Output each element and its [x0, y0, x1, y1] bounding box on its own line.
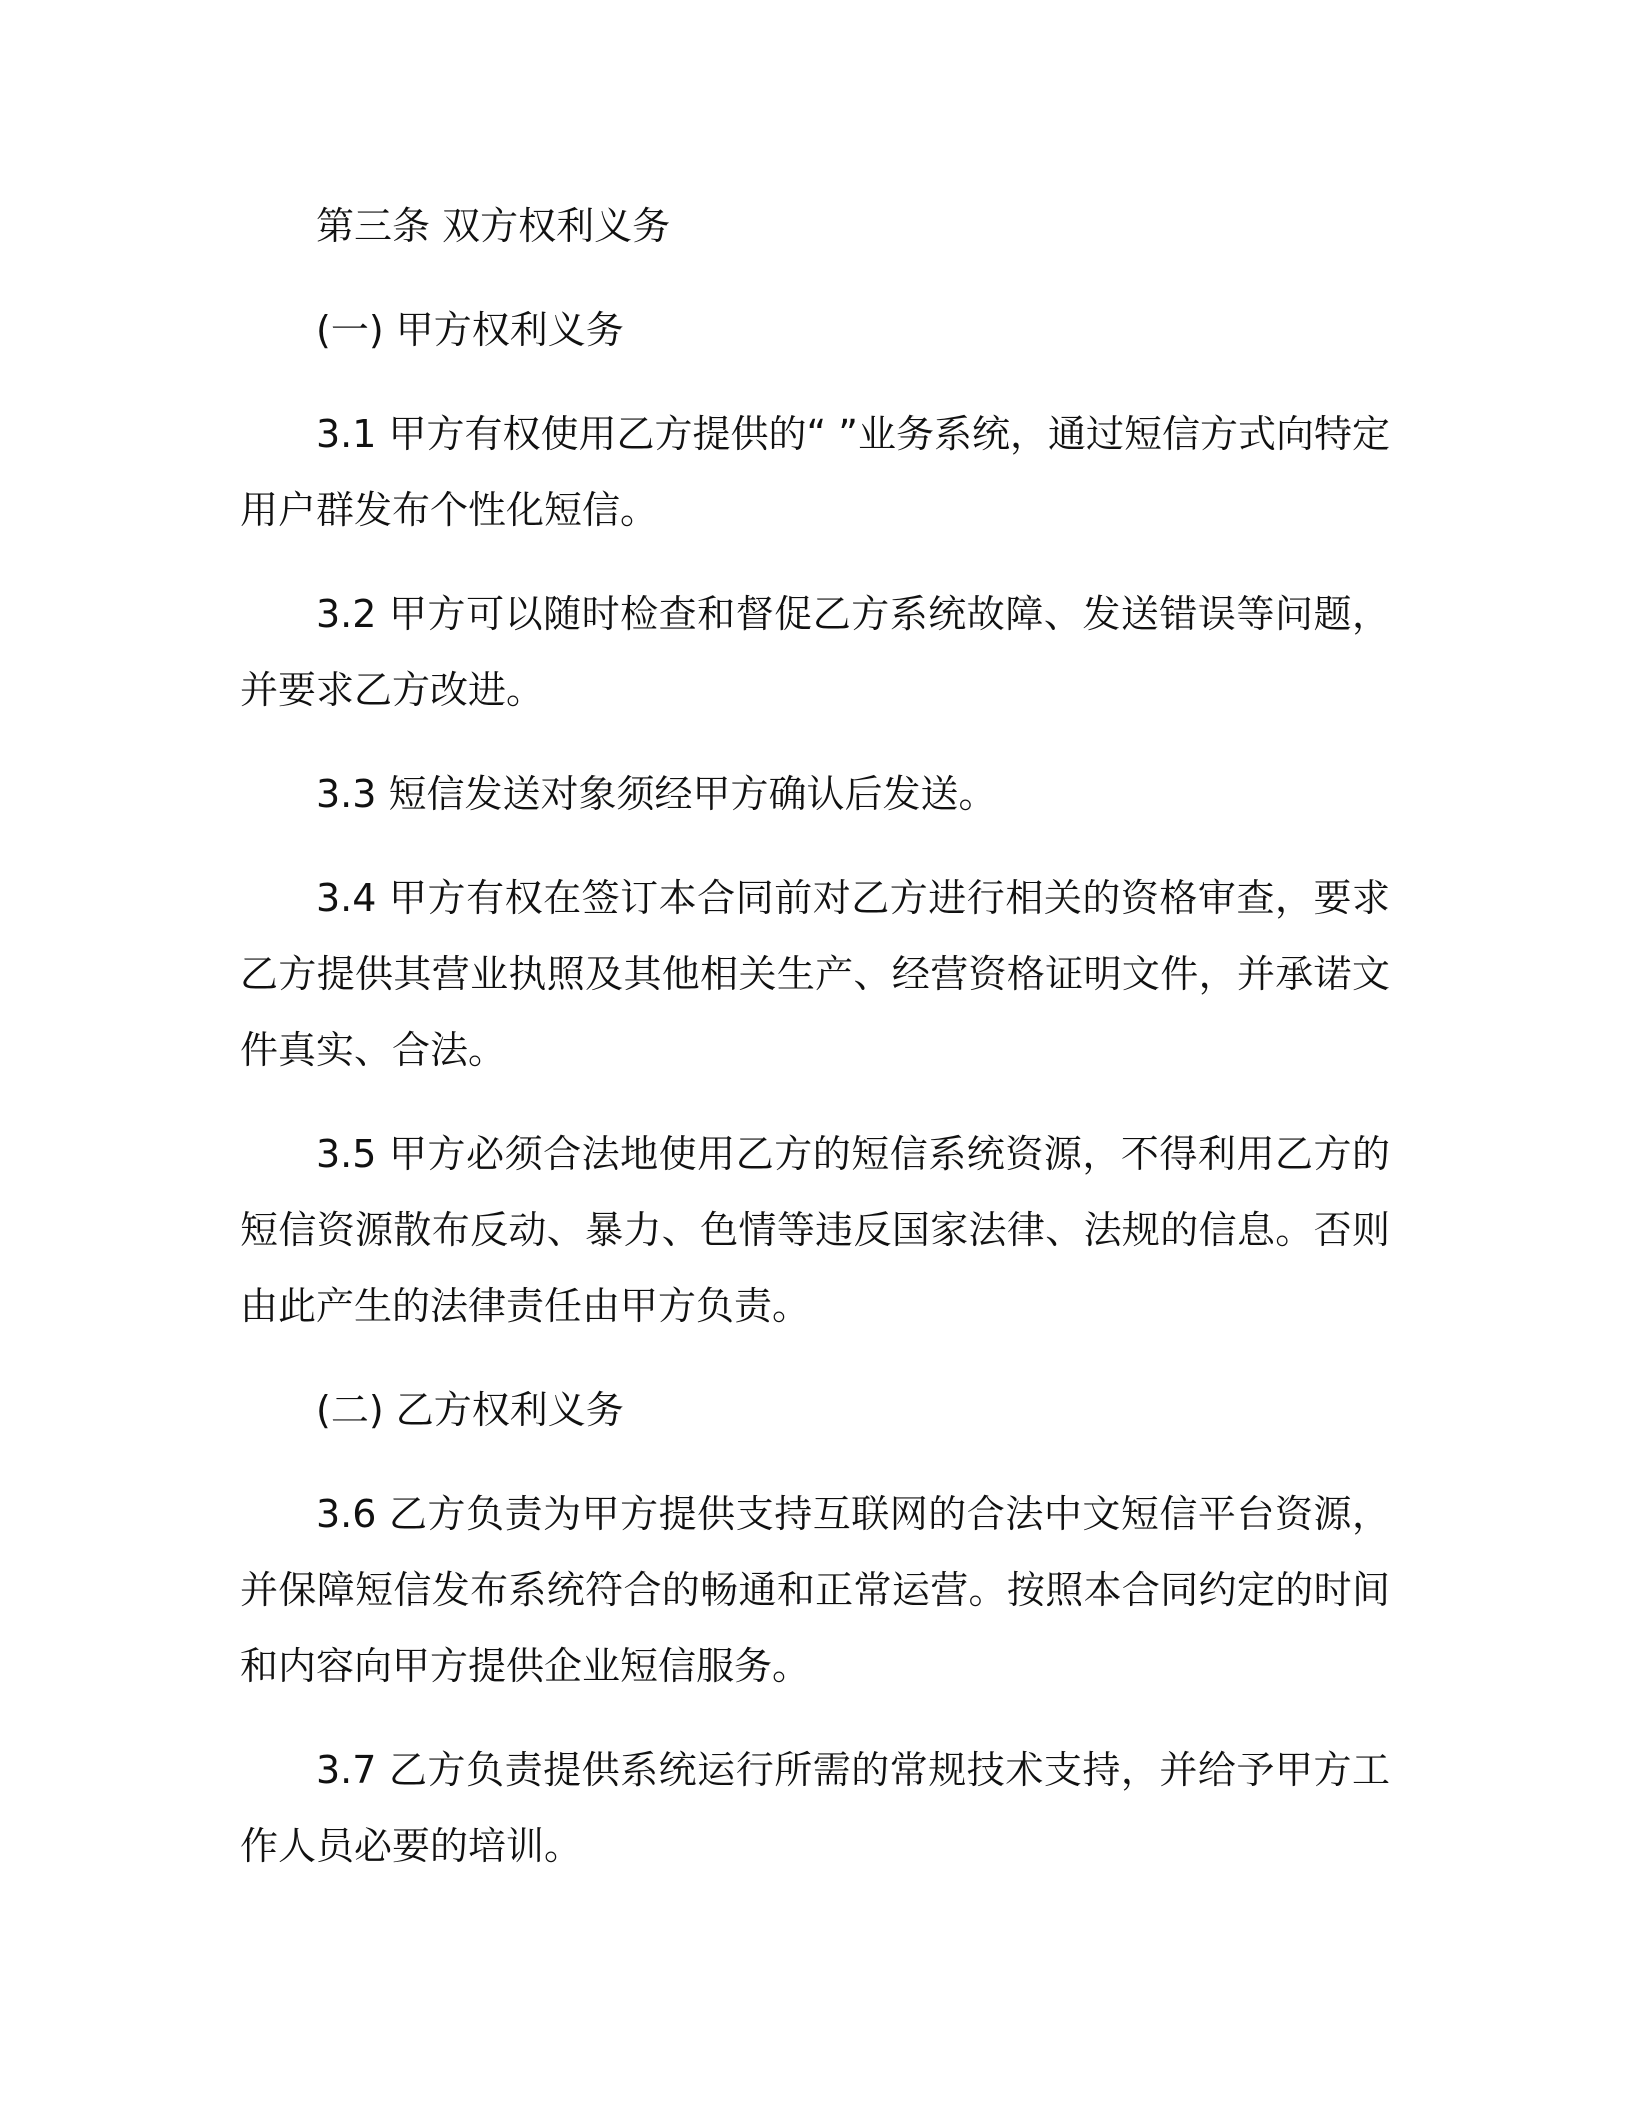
clause-3-1: 3.1 甲方有权使用乙方提供的“ ”业务系统，通过短信方式向特定用户群发布个性化短信。 [240, 412, 1390, 532]
clause-3-5: 3.5 甲方必须合法地使用乙方的短信系统资源，不得利用乙方的短信资源散布反动、暴力、色情等违反国家法律、法规的信息。否则由此产生的法律责任由甲方负责。 [240, 1132, 1390, 1328]
clause-3-4: 3.4 甲方有权在签订本合同前对乙方进行相关的资格审查，要求乙方提供其营业执照及其他相关生产、经营资格证明文件，并承诺文件真实、合法。 [240, 876, 1390, 1072]
clause-3-7: 3.7 乙方负责提供系统运行所需的常规技术支持，并给予甲方工作人员必要的培训。 [240, 1748, 1390, 1868]
party-a-heading: (一) 甲方权利义务 [316, 308, 624, 352]
clause-3-2: 3.2 甲方可以随时检查和督促乙方系统故障、发送错误等问题，并要求乙方改进。 [240, 592, 1390, 712]
document-body [240, 188, 1390, 1912]
clause-3-3: 3.3 短信发送对象须经甲方确认后发送。 [316, 772, 997, 816]
clause-3-6: 3.6 乙方负责为甲方提供支持互联网的合法中文短信平台资源，并保障短信发布系统符合的畅通和正常运营。按照本合同约定的时间和内容向甲方提供企业短信服务。 [240, 1492, 1390, 1688]
party-b-heading: (二) 乙方权利义务 [316, 1388, 624, 1432]
section-title: 第三条 双方权利义务 [316, 204, 671, 248]
